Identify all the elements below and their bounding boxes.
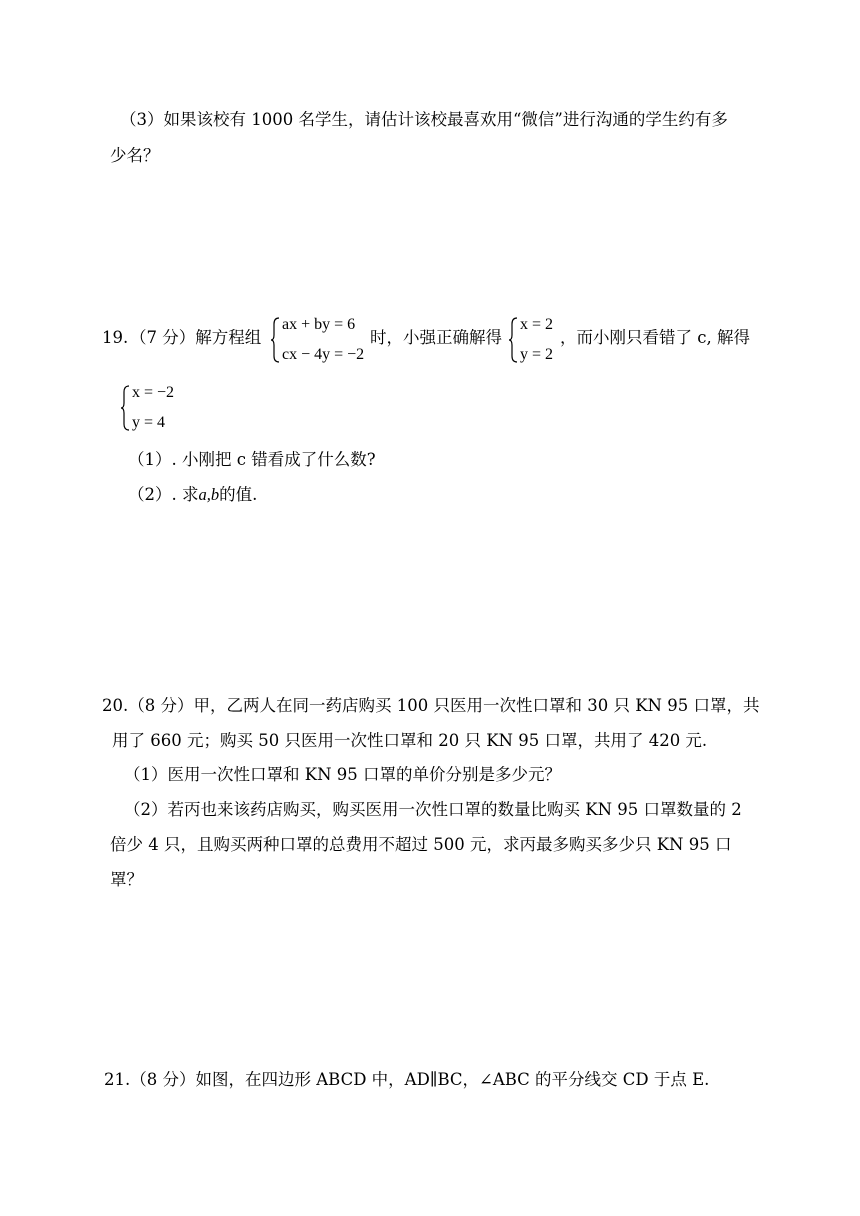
q21-line1: 21.（8 分）如图，在四边形 ABCD 中，AD∥BC，∠ABC 的平分线交 CD 于点 E. [104, 1070, 710, 1089]
q19-correct-solution [508, 317, 553, 363]
solution-y: y = 2 [520, 346, 554, 363]
q18-part3-line2: 少名？ [110, 146, 160, 165]
q19-part2 [128, 487, 257, 504]
q20-part2-line2: 倍少 4 只，且购买两种口罩的总费用不超过 500 元，求丙最多购买多少只 KN 95 口 [110, 835, 732, 854]
q19-part2-suffix: 的值. [219, 485, 258, 504]
wrong-solution-x: x = −2 [132, 384, 175, 401]
q19-number: 19. [102, 328, 129, 347]
q19-score-text: （7 分）解方程组 [130, 328, 262, 347]
q20-line1: 20.（8 分）甲，乙两人在同一药店购买 100 只医用一次性口罩和 30 只 KN 95 口罩，共 [102, 696, 760, 715]
q20-part1: （1）医用一次性口罩和 KN 95 口罩的单价分别是多少元？ [124, 765, 561, 784]
q20-part2-line3: 罩？ [110, 870, 143, 889]
q19-part2-math: a,b [198, 485, 220, 504]
wrong-solution-y: y = 4 [132, 414, 166, 431]
q20-part2-line1: （2）若丙也来该药店购买，购买医用一次性口罩的数量比购买 KN 95 口罩数量的 2 [124, 800, 742, 819]
q18-part3-line1: （3）如果该校有 1000 名学生，请估计该校最喜欢用“微信”进行沟通的学生约有多 [120, 110, 728, 129]
solution-x: x = 2 [520, 316, 554, 333]
q19-part1: （1）. 小刚把 c 错看成了什么数? [128, 450, 376, 469]
equation-row-1: ax + by = 6 [282, 316, 356, 333]
q19-tail-text: ，而小刚只看错了 c, 解得 [560, 328, 750, 347]
left-brace-icon [508, 317, 518, 363]
left-brace-icon [120, 385, 130, 431]
q20-line2: 用了 660 元；购买 50 只医用一次性口罩和 20 只 KN 95 口罩，共用了 420 元. [112, 731, 708, 750]
q19-part2-prefix: （2）. 求 [128, 485, 199, 504]
equation-row-2: cx − 4y = −2 [282, 346, 365, 363]
q19-mid-text: 时，小强正确解得 [370, 328, 502, 347]
q19-wrong-solution [120, 385, 174, 431]
left-brace-icon [270, 317, 280, 363]
q19-equation-system [270, 317, 364, 363]
